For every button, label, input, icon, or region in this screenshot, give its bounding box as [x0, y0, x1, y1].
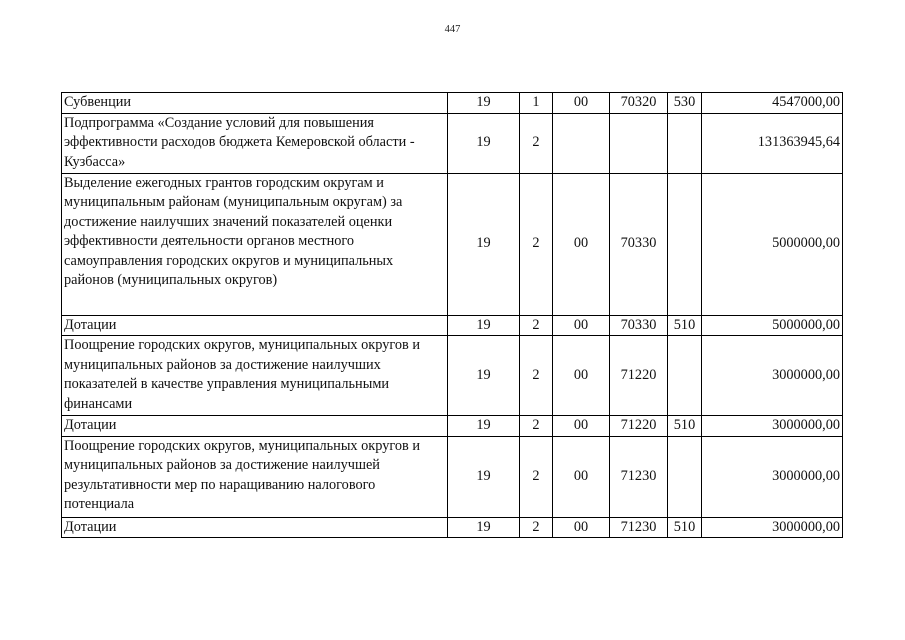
cell-program: 19	[448, 93, 520, 114]
cell-subprogram: 2	[520, 336, 553, 416]
cell-program: 19	[448, 436, 520, 517]
cell-name: Подпрограмма «Создание условий для повышения эффективности расходов бюджета Кемеровской области - Кузбасса»	[62, 113, 448, 173]
cell-main-activity: 00	[553, 416, 610, 437]
table-row	[62, 173, 843, 315]
cell-subprogram: 2	[520, 416, 553, 437]
table-row	[62, 436, 843, 517]
cell-direction: 70320	[610, 93, 668, 114]
cell-amount: 3000000,00	[702, 336, 843, 416]
cell-subprogram: 2	[520, 517, 553, 538]
cell-expense-type	[668, 336, 702, 416]
cell-direction: 71230	[610, 436, 668, 517]
cell-amount: 4547000,00	[702, 93, 843, 114]
cell-expense-type	[668, 173, 702, 315]
cell-program: 19	[448, 173, 520, 315]
cell-amount: 3000000,00	[702, 416, 843, 437]
cell-name: Субвенции	[62, 93, 448, 114]
cell-name: Поощрение городских округов, муниципальных округов и муниципальных районов за достижение наилучших показателей в качестве управления муниципальными финансами	[62, 336, 448, 416]
cell-main-activity: 00	[553, 315, 610, 336]
cell-main-activity: 00	[553, 336, 610, 416]
cell-program: 19	[448, 336, 520, 416]
cell-program: 19	[448, 315, 520, 336]
cell-program: 19	[448, 517, 520, 538]
cell-main-activity: 00	[553, 173, 610, 315]
cell-expense-type: 510	[668, 315, 702, 336]
table-row	[62, 416, 843, 437]
cell-program: 19	[448, 113, 520, 173]
table-row	[62, 315, 843, 336]
cell-direction: 71230	[610, 517, 668, 538]
cell-direction: 71220	[610, 416, 668, 437]
budget-table	[61, 92, 843, 538]
cell-name: Дотации	[62, 416, 448, 437]
cell-direction: 71220	[610, 336, 668, 416]
cell-subprogram: 2	[520, 173, 553, 315]
cell-subprogram: 1	[520, 93, 553, 114]
table-row	[62, 517, 843, 538]
table-row	[62, 113, 843, 173]
cell-main-activity	[553, 113, 610, 173]
cell-subprogram: 2	[520, 436, 553, 517]
cell-expense-type: 530	[668, 93, 702, 114]
cell-name: Дотации	[62, 517, 448, 538]
cell-main-activity: 00	[553, 436, 610, 517]
cell-expense-type	[668, 113, 702, 173]
cell-expense-type: 510	[668, 517, 702, 538]
page-number: 447	[444, 24, 461, 35]
cell-name: Выделение ежегодных грантов городским округам и муниципальным районам (муниципальным округам) за достижение наилучших значений показателей оценки эффективности деятельности органов местного самоуправления городских округов и муниципальных районов (муниципальных округов)	[62, 173, 448, 315]
cell-direction: 70330	[610, 315, 668, 336]
cell-amount: 5000000,00	[702, 315, 843, 336]
cell-amount: 3000000,00	[702, 436, 843, 517]
cell-name: Дотации	[62, 315, 448, 336]
cell-direction	[610, 113, 668, 173]
cell-amount: 3000000,00	[702, 517, 843, 538]
cell-amount: 5000000,00	[702, 173, 843, 315]
cell-amount: 131363945,64	[702, 113, 843, 173]
cell-expense-type: 510	[668, 416, 702, 437]
table-row	[62, 336, 843, 416]
table-row	[62, 93, 843, 114]
cell-direction: 70330	[610, 173, 668, 315]
cell-name: Поощрение городских округов, муниципальных округов и муниципальных районов за достижение наилучшей результативности мер по наращиванию налогового потенциала	[62, 436, 448, 517]
cell-main-activity: 00	[553, 517, 610, 538]
cell-subprogram: 2	[520, 113, 553, 173]
cell-expense-type	[668, 436, 702, 517]
cell-main-activity: 00	[553, 93, 610, 114]
cell-program: 19	[448, 416, 520, 437]
cell-subprogram: 2	[520, 315, 553, 336]
